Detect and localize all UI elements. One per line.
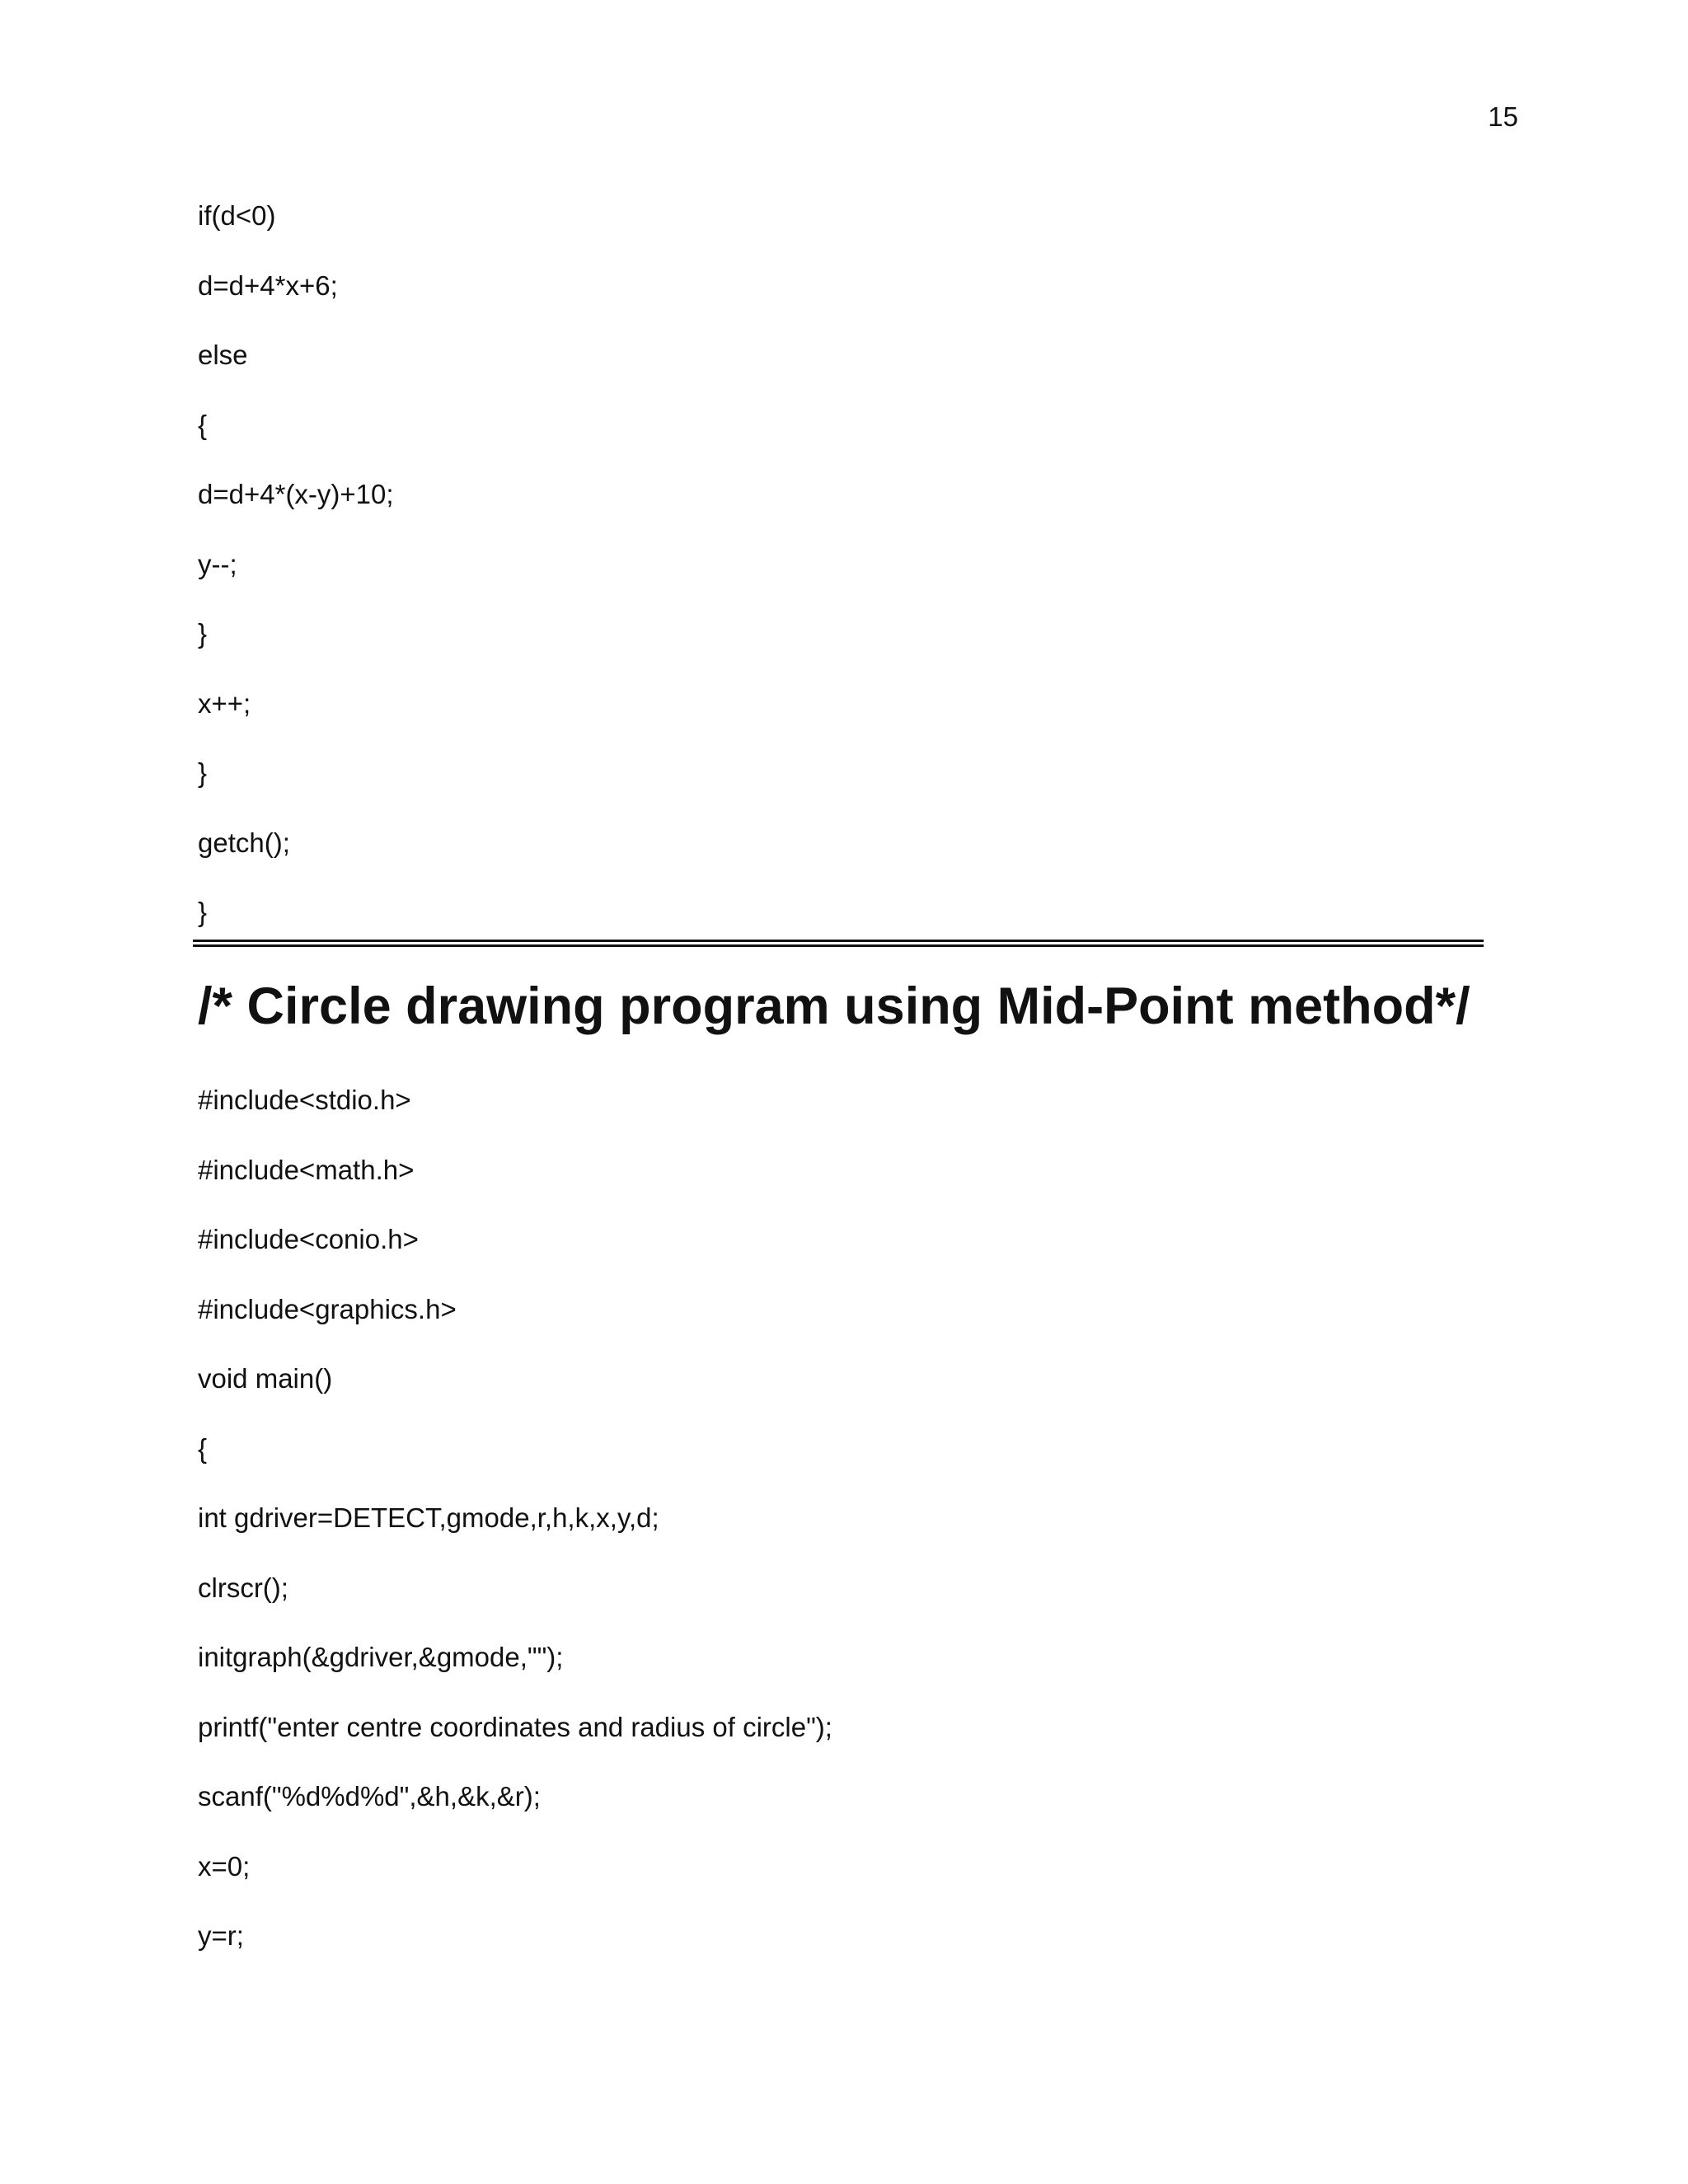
code-line: int gdriver=DETECT,gmode,r,h,k,x,y,d; (198, 1502, 659, 1533)
code-line: initgraph(&gdriver,&gmode,""); (198, 1642, 564, 1672)
code-line: x++; (198, 687, 251, 719)
code-line: #include<stdio.h> (198, 1085, 411, 1115)
code-line: { (198, 409, 208, 440)
code-line: else (198, 340, 248, 370)
code-line: getch(); (198, 827, 290, 858)
code-line: y--; (198, 548, 237, 579)
section-title: /* Circle drawing program using Mid-Point method*/ (198, 977, 1470, 1035)
section-divider (193, 940, 1484, 947)
code-line: x=0; (198, 1850, 251, 1882)
code-line: if(d<0) (198, 200, 276, 231)
code-line: d=d+4*x+6; (198, 269, 338, 301)
code-line: void main() (198, 1363, 333, 1394)
code-line: } (198, 757, 208, 788)
code-listing-bottom (198, 1084, 832, 1990)
code-line: clrscr(); (198, 1572, 288, 1603)
code-line: printf("enter centre coordinates and radius of circle"); (198, 1711, 832, 1742)
code-line: #include<conio.h> (198, 1224, 419, 1254)
code-line: d=d+4*(x-y)+10; (198, 479, 394, 509)
code-line: #include<math.h> (198, 1154, 415, 1185)
code-line: } (198, 618, 208, 649)
code-line: scanf("%d%d%d",&h,&k,&r); (198, 1781, 541, 1811)
page-number: 15 (1488, 101, 1518, 132)
code-listing-top (198, 199, 394, 966)
code-line: { (198, 1432, 208, 1464)
code-line: } (198, 897, 208, 927)
code-line: #include<graphics.h> (198, 1293, 457, 1324)
code-line: y=r; (198, 1920, 244, 1951)
